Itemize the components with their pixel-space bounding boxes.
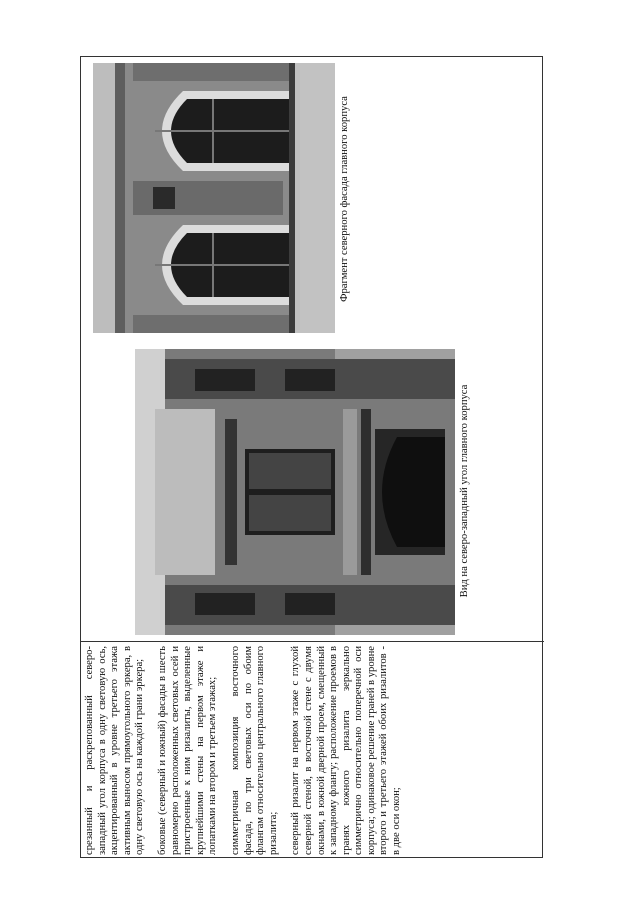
text-column <box>81 641 544 859</box>
paragraph-north-risalit: северный ризалит на первом этаже с глухой северной стеной, в восточной стене с двумя окнами, в южной дверной проем, смещенный к западному флангу; расположение проемов в гранях южного ризалита зеркально симметрично относительно поперечной оси корпуса; одинаковое решение граней в уровне второго и третьего этажей обоих ризалитов - в две оси окон; <box>290 646 403 855</box>
paragraph-corner: срезанный и раскрепованный северо-западный угол корпуса в одну световую ось, акцентированный в уровне третьего этажа активным выносом прямоугольного эркера, в одну световую ось на каждой грани эркера; <box>84 646 146 855</box>
caption-corner-view: Вид на северо-западный угол главного корпуса <box>459 384 470 598</box>
rotated-content <box>81 57 544 859</box>
photo-north-facade <box>93 63 335 333</box>
paragraph-side-facades: боковые (северный и южный) фасады в шесть равномерно расположенных световых осей и пристроенные к ним ризалиты, выделенные крупнейшими стены на первом этаже и лопатками на втором и третьем этажах; <box>156 646 219 855</box>
page-frame <box>80 56 543 858</box>
caption-north-facade: Фрагмент северного фасада главного корпуса <box>339 96 350 302</box>
paragraph-east-facade: симметричная композиция восточного фасада, по три световых оси по обоим флангам относительно центрального главного ризалита; <box>229 646 279 855</box>
photo-area <box>81 57 544 641</box>
photo-corner-view <box>135 349 455 635</box>
